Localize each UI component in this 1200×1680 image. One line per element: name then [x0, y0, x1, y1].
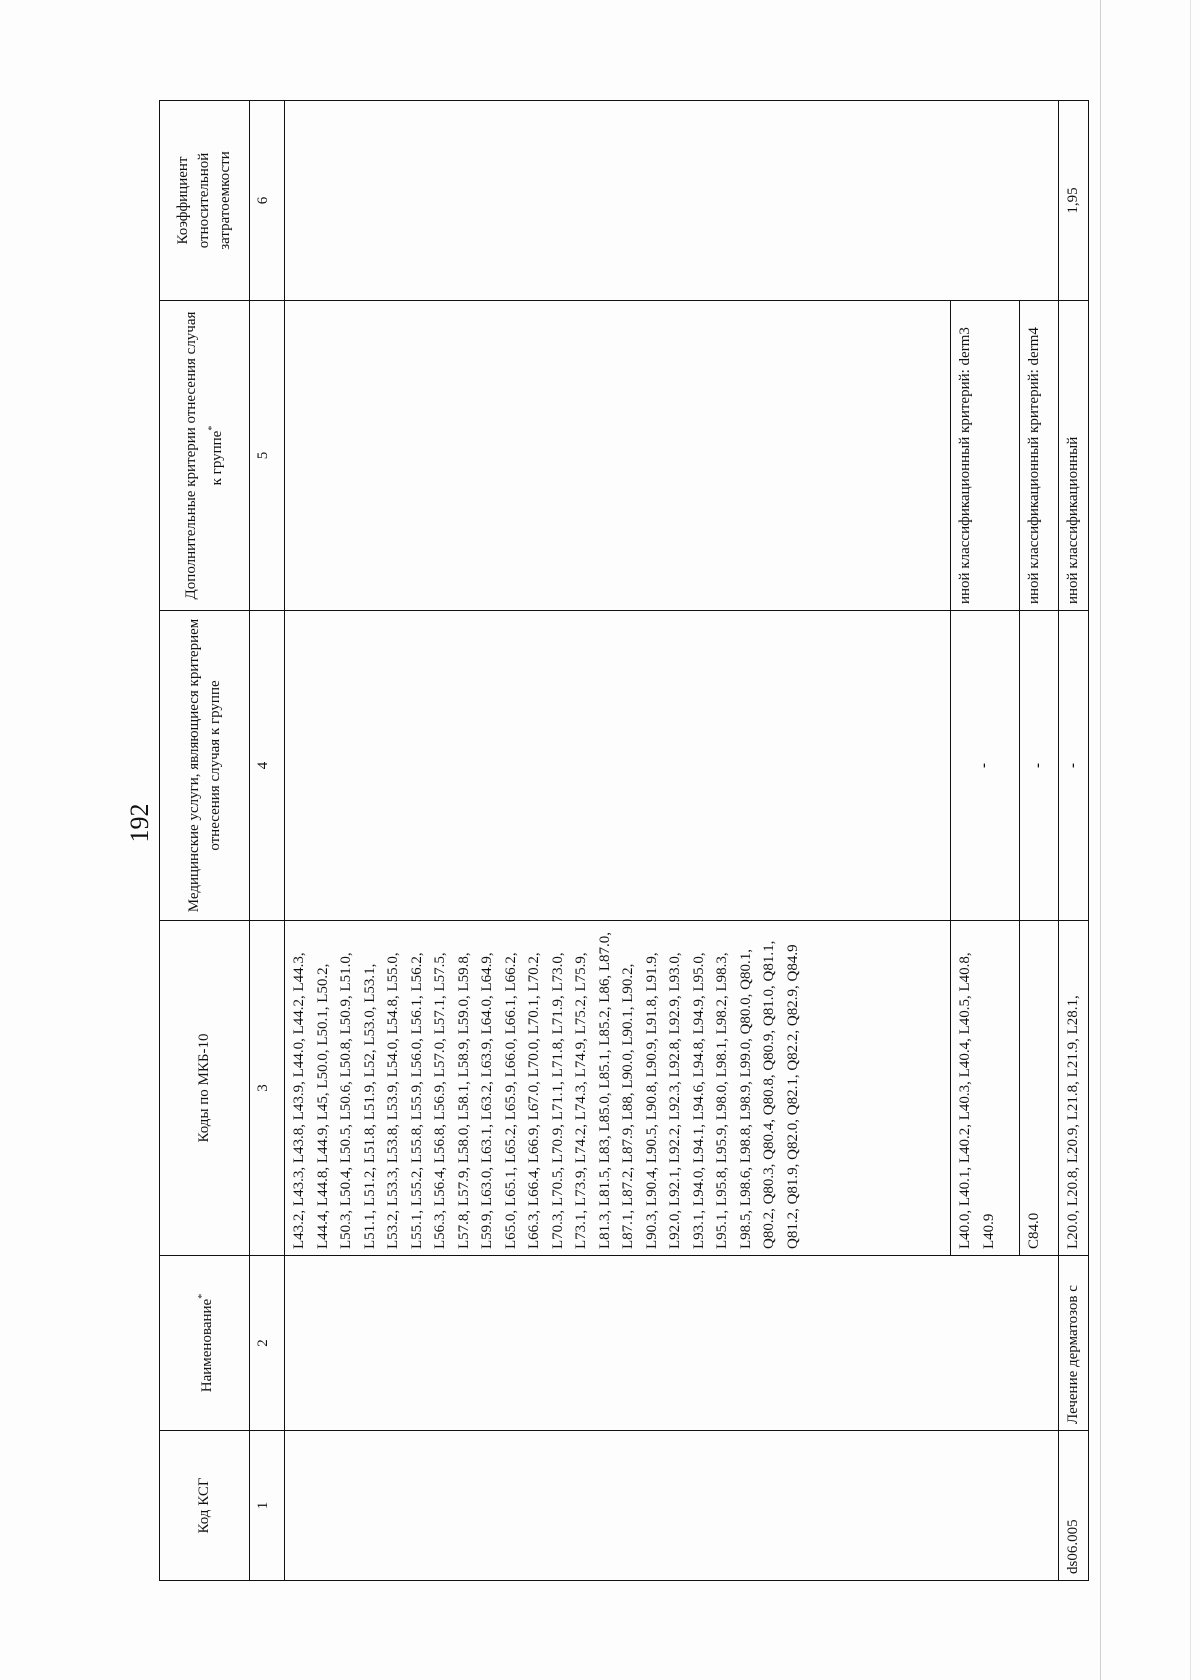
cell-services: - — [1019, 611, 1058, 921]
cell-name: Лечение дерматозов с — [1058, 1256, 1089, 1431]
header-criteria: Дополнительные критерии отнесения случая к группе* — [160, 301, 250, 611]
cell-name — [285, 1256, 1059, 1431]
header-name: Наименование* — [160, 1256, 250, 1431]
column-number: 5 — [250, 301, 285, 611]
table-header-row — [160, 101, 250, 1581]
cell-ksg — [285, 1431, 1059, 1581]
header-coefficient: Коэффициент относительной затратоемкости — [160, 101, 250, 301]
cell-ksg: ds06.005 — [1058, 1431, 1089, 1581]
ksg-table — [159, 100, 1089, 1581]
table-row — [1058, 101, 1089, 1581]
column-number: 6 — [250, 101, 285, 301]
cell-criteria: иной классификационный — [1058, 301, 1089, 611]
page-number-text: 192 — [125, 803, 154, 843]
table-row — [285, 101, 951, 1581]
column-number: 1 — [250, 1431, 285, 1581]
column-number: 2 — [250, 1256, 285, 1431]
cell-codes: L40.0, L40.1, L40.2, L40.3, L40.4, L40.5, L40.8, L40.9 — [951, 921, 1020, 1256]
header-ksg-code: Код КСГ — [160, 1431, 250, 1581]
cell-coefficient — [285, 101, 1059, 301]
cell-coefficient: 1,95 — [1058, 101, 1089, 301]
cell-services: - — [1058, 611, 1089, 921]
header-services: Медицинские услуги, являющиеся критерием отнесения случая к группе — [160, 611, 250, 921]
cell-criteria — [285, 301, 951, 611]
cell-codes: L20.0, L20.8, L20.9, L21.8, L21.9, L28.1, — [1058, 921, 1089, 1256]
column-number: 4 — [250, 611, 285, 921]
cell-criteria: иной классификационный критерий: derm4 — [1019, 301, 1058, 611]
cell-codes: L43.2, L43.3, L43.8, L43.9, L44.0, L44.2, L44.3, L44.4, L44.8, L44.9, L45, L50.0, L50.1, L50.2, L50.3, L50.4, L50.5, L50.6, L50.8, L50.9, L51.0, L51.1, L51.2, L51.8, L51.9, L52, L53.0, L53.1, L53.2, L53.3, L53.8, L53.9, L54.0, L54.8, L55.0, L55.1, L55.2, L55.8, L55.9, L56.0, L56.1, L56.2, L56.3, L56.4, L56.8, L56.9, L57.0, L57.1, L57.5, L57.8, L57.9, L58.0, L58.1, L58.9, L59.0, L59.8, L59.9, L63.0, L63.1, L63.2, L63.9, L64.0, L64.9, L65.0, L65.1, L65.2, L65.9, L66.0, L66.1, L66.2, L66.3, L66.4, L66.9, L67.0, L70.0, L70.1, L70.2, L70.3, L70.5, L70.9, L71.1, L71.8, L71.9, L73.0, L73.1, L73.9, L74.2, L74.3, L74.9, L75.2, L75.9, L81.3, L81.5, L83, L85.0, L85.1, L85.2, L86, L87.0, L87.1, L87.2, L87.9, L88, L90.0, L90.1, L90.2, L90.3, L90.4, L90.5, L90.8, L90.9, L91.8, L91.9, L92.0, L92.1, L92.2, L92.3, L92.8, L92.9, L93.0, L93.1, L94.0, L94.1, L94.6, L94.8, L94.9, L95.0, L95.1, L95.8, L95.9, L98.0, L98.1, L98.2, L98.3, L98.5, L98.6, L98.8, L98.9, L99.0, Q80.0, Q80.1, Q80.2, Q80.3, Q80.4, Q80.8, Q80.9, Q81.0, Q81.1, Q81.2, Q81.9, Q82.0, Q82.1, Q82.2, Q82.9, Q84.9 — [285, 921, 951, 1256]
cell-codes: C84.0 — [1019, 921, 1058, 1256]
column-numbers-row — [250, 101, 285, 1581]
page-edge-line-outer — [1190, 0, 1191, 1680]
page-number — [125, 803, 154, 843]
column-number: 3 — [250, 921, 285, 1256]
cell-services: - — [951, 611, 1020, 921]
page-edge-line — [1100, 0, 1101, 1680]
header-icd-codes: Коды по МКБ-10 — [160, 921, 250, 1256]
cell-services — [285, 611, 951, 921]
cell-criteria: иной классификационный критерий: derm3 — [951, 301, 1020, 611]
ksg-table-rotated — [159, 101, 1089, 1581]
